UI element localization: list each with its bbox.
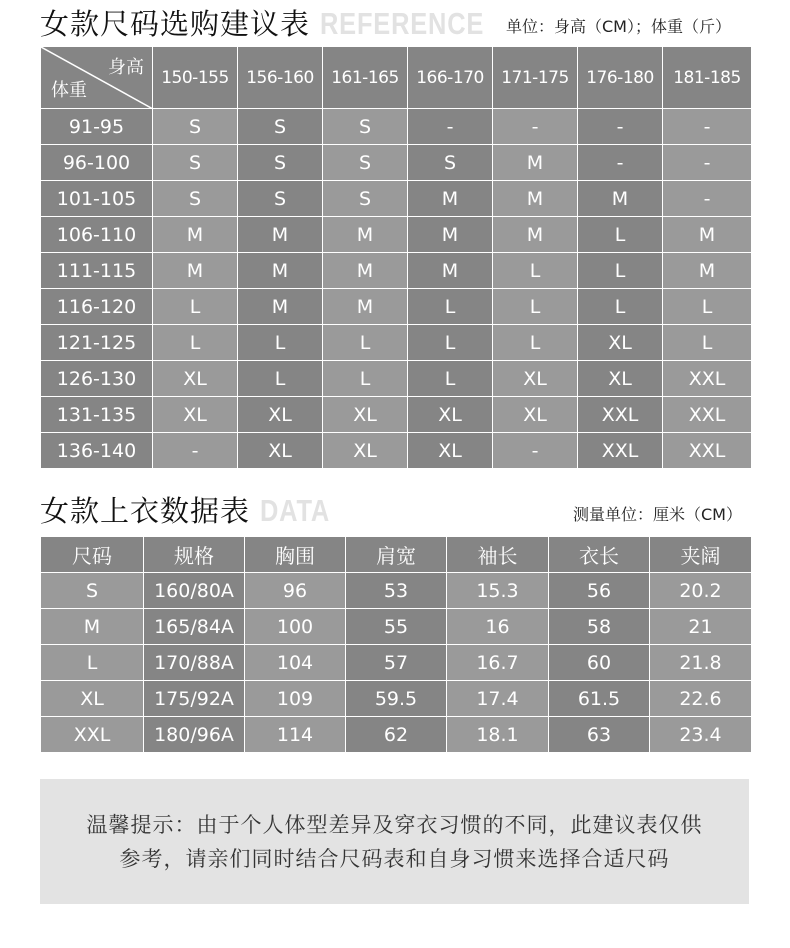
height-header: 171-175: [493, 47, 578, 109]
data-row: [41, 681, 752, 717]
data-cell: 60: [549, 645, 650, 681]
data-cell: 59.5: [346, 681, 447, 717]
size-cell: S: [238, 109, 323, 145]
size-cell: L: [493, 325, 578, 361]
size-cell: L: [578, 253, 663, 289]
size-cell: L: [493, 289, 578, 325]
data-row: [41, 609, 752, 645]
weight-cell: 111-115: [41, 253, 153, 289]
size-cell: M: [238, 217, 323, 253]
tip-line-1: 温馨提示：由于个人体型差异及穿衣习惯的不同，此建议表仅供: [86, 812, 703, 837]
size-cell: L: [663, 325, 752, 361]
data-cell: 17.4: [447, 681, 549, 717]
size-cell: S: [153, 181, 238, 217]
size-cell: -: [663, 109, 752, 145]
garment-data-body: [41, 573, 752, 753]
size-cell: XL: [493, 361, 578, 397]
size-cell: XL: [323, 397, 408, 433]
data-cell: S: [41, 573, 144, 609]
data-cell: 160/80A: [144, 573, 245, 609]
tip-text: [87, 808, 703, 876]
size-cell: XL: [323, 433, 408, 469]
corner-weight-label: 体重: [51, 80, 87, 101]
size-cell: L: [578, 289, 663, 325]
data-row: [41, 717, 752, 753]
data-cell: 53: [346, 573, 447, 609]
tip-line-2: 参考，请亲们同时结合尺码表和自身习惯来选择合适尺码: [119, 846, 670, 871]
size-cell: L: [323, 361, 408, 397]
size-cell: S: [238, 181, 323, 217]
data-cell: 104: [245, 645, 346, 681]
size-cell: L: [323, 325, 408, 361]
size-cell: M: [323, 289, 408, 325]
size-cell: M: [238, 253, 323, 289]
reference-row: [41, 289, 752, 325]
size-cell: XXL: [578, 433, 663, 469]
table-corner-header: [41, 47, 153, 109]
data-header-bust: 胸围: [245, 537, 346, 573]
corner-height-label: 身高: [108, 57, 144, 78]
size-cell: XL: [408, 397, 493, 433]
reference-row: [41, 217, 752, 253]
size-cell: L: [408, 325, 493, 361]
height-header: 166-170: [408, 47, 493, 109]
data-cell: 100: [245, 609, 346, 645]
size-cell: XL: [408, 433, 493, 469]
height-header: 181-185: [663, 47, 752, 109]
data-header-spec: 规格: [144, 537, 245, 573]
data-cell: 114: [245, 717, 346, 753]
weight-cell: 136-140: [41, 433, 153, 469]
data-header-shoulder: 肩宽: [346, 537, 447, 573]
size-cell: -: [578, 109, 663, 145]
data-cell: M: [41, 609, 144, 645]
weight-cell: 126-130: [41, 361, 153, 397]
data-cell: 175/92A: [144, 681, 245, 717]
garment-data-table: [40, 536, 752, 753]
size-cell: XL: [578, 361, 663, 397]
data-title-block: [40, 489, 346, 530]
data-title: 女款上衣数据表: [40, 494, 251, 528]
data-header-length: 衣长: [549, 537, 650, 573]
size-cell: -: [663, 181, 752, 217]
data-cell: L: [41, 645, 144, 681]
size-cell: L: [153, 289, 238, 325]
reference-row: [41, 433, 752, 469]
size-cell: XXL: [663, 433, 752, 469]
size-cell: XL: [238, 397, 323, 433]
size-cell: M: [663, 217, 752, 253]
size-cell: -: [408, 109, 493, 145]
height-header: 156-160: [238, 47, 323, 109]
size-cell: S: [323, 181, 408, 217]
size-cell: S: [238, 145, 323, 181]
data-cell: 109: [245, 681, 346, 717]
data-cell: 165/84A: [144, 609, 245, 645]
height-header: 176-180: [578, 47, 663, 109]
size-cell: L: [238, 325, 323, 361]
data-cell: 23.4: [650, 717, 752, 753]
reference-row: [41, 109, 752, 145]
data-cell: 61.5: [549, 681, 650, 717]
data-cell: 21.8: [650, 645, 752, 681]
data-cell: 22.6: [650, 681, 752, 717]
height-header: 150-155: [153, 47, 238, 109]
data-cell: 55: [346, 609, 447, 645]
size-cell: -: [663, 145, 752, 181]
reference-unit-note: 单位：身高（CM）；体重（斤）: [506, 17, 731, 36]
size-cell: M: [323, 253, 408, 289]
data-cell: 180/96A: [144, 717, 245, 753]
data-cell: 18.1: [447, 717, 549, 753]
data-cell: 16.7: [447, 645, 549, 681]
data-unit-note: 测量单位：厘米（CM）: [573, 505, 742, 524]
tip-box: [40, 779, 749, 904]
size-cell: M: [578, 181, 663, 217]
size-cell: L: [578, 217, 663, 253]
size-cell: M: [408, 217, 493, 253]
size-cell: M: [153, 217, 238, 253]
data-cell: 20.2: [650, 573, 752, 609]
weight-cell: 121-125: [41, 325, 153, 361]
data-cell: XXL: [41, 717, 144, 753]
data-cell: 170/88A: [144, 645, 245, 681]
size-cell: XL: [493, 397, 578, 433]
data-row: [41, 573, 752, 609]
size-cell: XL: [238, 433, 323, 469]
size-cell: M: [238, 289, 323, 325]
size-cell: M: [663, 253, 752, 289]
size-cell: S: [323, 145, 408, 181]
size-cell: S: [153, 109, 238, 145]
size-cell: S: [153, 145, 238, 181]
reference-row: [41, 397, 752, 433]
size-cell: M: [408, 181, 493, 217]
data-cell: 16: [447, 609, 549, 645]
reference-row: [41, 181, 752, 217]
size-cell: -: [493, 109, 578, 145]
data-cell: 57: [346, 645, 447, 681]
size-cell: XL: [153, 397, 238, 433]
reference-row: [41, 253, 752, 289]
size-cell: L: [663, 289, 752, 325]
size-cell: M: [493, 181, 578, 217]
reference-row: [41, 325, 752, 361]
size-cell: -: [153, 433, 238, 469]
size-cell: S: [323, 109, 408, 145]
reference-title-block: [40, 2, 520, 43]
data-header-sleeve: 袖长: [447, 537, 549, 573]
size-cell: XXL: [578, 397, 663, 433]
weight-cell: 101-105: [41, 181, 153, 217]
data-cell: 56: [549, 573, 650, 609]
size-reference-body: [41, 109, 752, 469]
size-cell: XL: [578, 325, 663, 361]
weight-cell: 96-100: [41, 145, 153, 181]
reference-title-en: REFERENCE: [320, 6, 485, 41]
weight-cell: 116-120: [41, 289, 153, 325]
size-cell: L: [408, 361, 493, 397]
size-cell: L: [408, 289, 493, 325]
data-cell: 58: [549, 609, 650, 645]
size-cell: M: [323, 217, 408, 253]
weight-cell: 91-95: [41, 109, 153, 145]
size-cell: XXL: [663, 361, 752, 397]
size-cell: L: [238, 361, 323, 397]
data-row: [41, 645, 752, 681]
data-cell: 96: [245, 573, 346, 609]
size-cell: L: [493, 253, 578, 289]
data-header-size: 尺码: [41, 537, 144, 573]
data-cell: XL: [41, 681, 144, 717]
size-cell: -: [578, 145, 663, 181]
size-cell: M: [153, 253, 238, 289]
size-cell: M: [493, 145, 578, 181]
size-cell: M: [408, 253, 493, 289]
size-cell: S: [408, 145, 493, 181]
data-title-en: DATA: [260, 493, 331, 528]
data-cell: 21: [650, 609, 752, 645]
data-header-armhole: 夹阔: [650, 537, 752, 573]
height-header: 161-165: [323, 47, 408, 109]
size-cell: -: [493, 433, 578, 469]
data-cell: 63: [549, 717, 650, 753]
size-cell: XL: [153, 361, 238, 397]
data-cell: 15.3: [447, 573, 549, 609]
size-reference-table: [40, 46, 752, 469]
reference-row: [41, 361, 752, 397]
reference-title: 女款尺码选购建议表: [40, 7, 311, 41]
size-cell: M: [493, 217, 578, 253]
weight-cell: 131-135: [41, 397, 153, 433]
data-cell: 62: [346, 717, 447, 753]
size-cell: L: [153, 325, 238, 361]
weight-cell: 106-110: [41, 217, 153, 253]
reference-row: [41, 145, 752, 181]
size-cell: XXL: [663, 397, 752, 433]
